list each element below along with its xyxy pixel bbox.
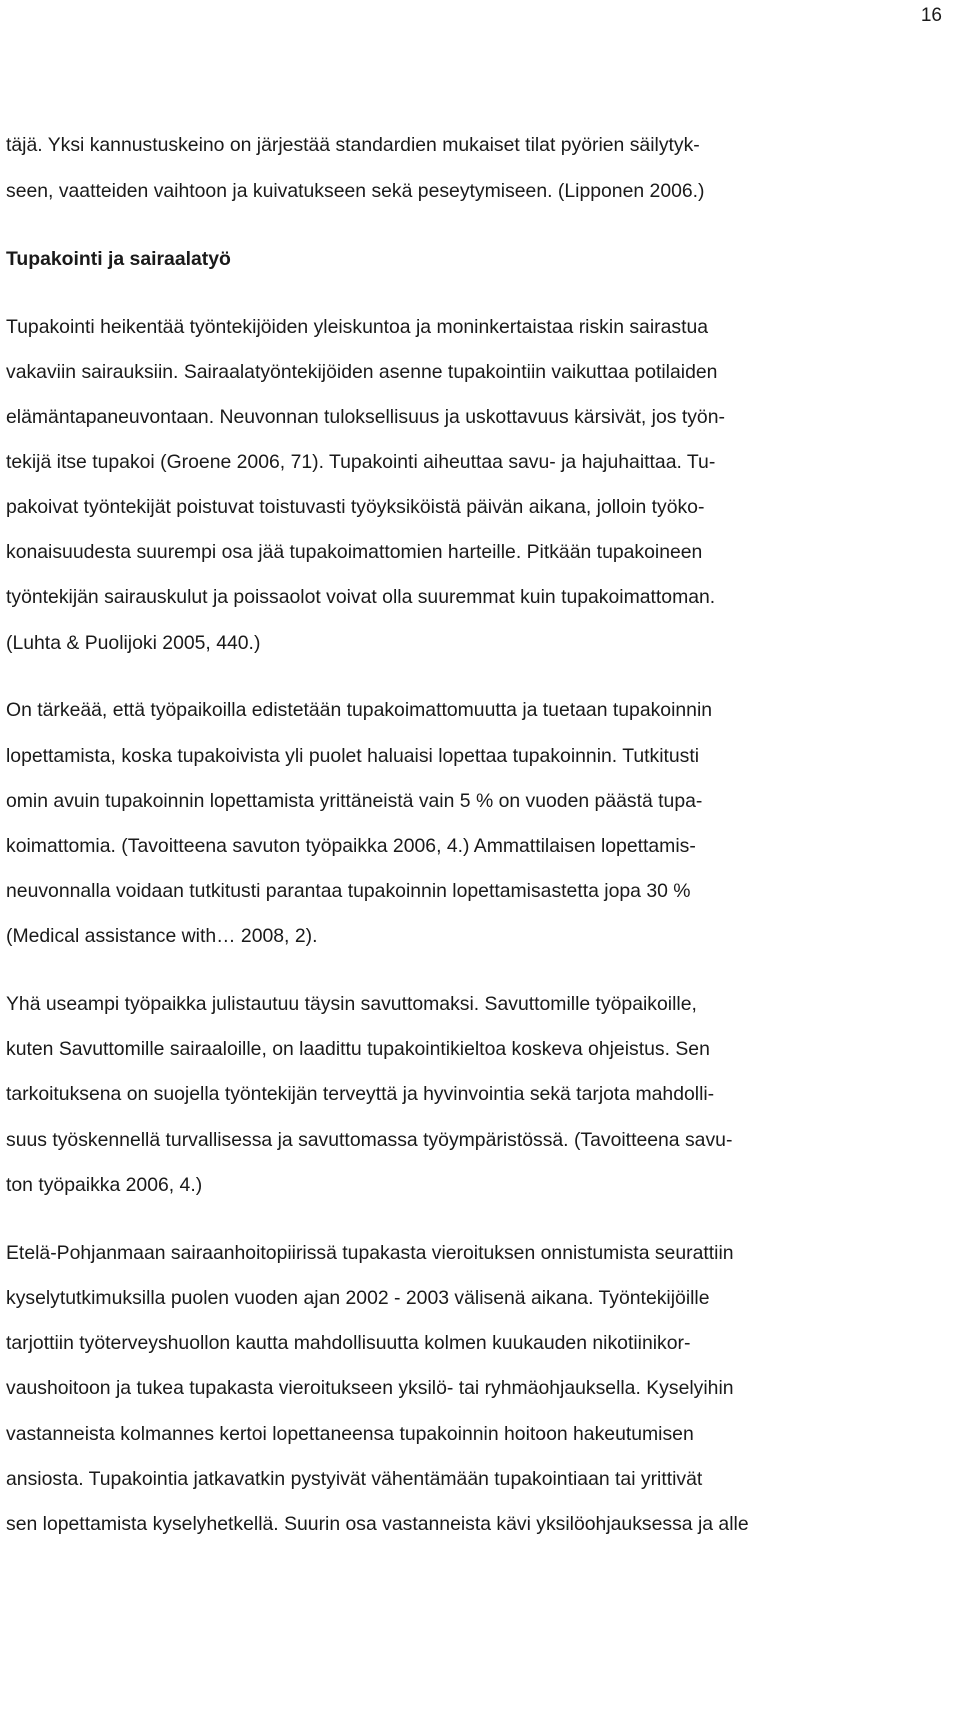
text-line: tarkoituksena on suojella työntekijän terveyttä ja hyvinvointia sekä tarjota mahdolli-: [6, 1083, 715, 1105]
text-line: tarjottiin työterveyshuollon kautta mahdollisuutta kolmen kuukauden nikotiinikor-: [6, 1332, 691, 1354]
text-line: sen lopettamista kyselyhetkellä. Suurin osa vastanneista kävi yksilöohjauksessa ja alle: [6, 1513, 749, 1535]
text-line: työntekijän sairauskulut ja poissaolot voivat olla suuremmat kuin tupakoimattoman.: [6, 586, 716, 608]
text-line: elämäntapaneuvontaan. Neuvonnan tuloksellisuus ja uskottavuus kärsivät, jos työn-: [6, 406, 725, 428]
text-line: omin avuin tupakoinnin lopettamista yrittäneistä vain 5 % on vuoden päästä tupa-: [6, 790, 703, 812]
section-heading: Tupakointi ja sairaalatyö: [6, 248, 231, 270]
text-line: Etelä-Pohjanmaan sairaanhoitopiirissä tupakasta vieroituksen onnistumista seurattiin: [6, 1242, 734, 1264]
text-line: täjä. Yksi kannustuskeino on järjestää standardien mukaiset tilat pyörien säilytyk-: [6, 134, 700, 156]
text-line: neuvonnalla voidaan tutkitusti parantaa tupakoinnin lopettamisastetta jopa 30 %: [6, 880, 691, 902]
text-line: Yhä useampi työpaikka julistautuu täysin savuttomaksi. Savuttomille työpaikoille,: [6, 993, 697, 1015]
text-line: (Medical assistance with… 2008, 2).: [6, 925, 318, 947]
text-line: vastanneista kolmannes kertoi lopettaneensa tupakoinnin hoitoon hakeutumisen: [6, 1423, 694, 1445]
text-line: (Luhta & Puolijoki 2005, 440.): [6, 632, 261, 654]
text-line: seen, vaatteiden vaihtoon ja kuivatukseen sekä peseytymiseen. (Lipponen 2006.): [6, 180, 705, 202]
text-line: lopettamista, koska tupakoivista yli puolet haluaisi lopettaa tupakoinnin. Tutkitusti: [6, 745, 700, 767]
text-line: koimattomia. (Tavoitteena savuton työpaikka 2006, 4.) Ammattilaisen lopettamis-: [6, 835, 696, 857]
text-line: On tärkeää, että työpaikoilla edistetään tupakoimattomuutta ja tuetaan tupakoinnin: [6, 699, 713, 721]
text-line: vakaviin sairauksiin. Sairaalatyöntekijöiden asenne tupakointiin vaikuttaa potilaiden: [6, 361, 718, 383]
text-line: vaushoitoon ja tukea tupakasta vieroitukseen yksilö- tai ryhmäohjauksella. Kyselyihin: [6, 1377, 734, 1399]
text-line: suus työskennellä turvallisessa ja savuttomassa työympäristössä. (Tavoitteena savu-: [6, 1129, 733, 1151]
page-number: 16: [920, 5, 942, 26]
text-line: ansiosta. Tupakointia jatkavatkin pystyivät vähentämään tupakointiaan tai yrittivät: [6, 1468, 703, 1490]
text-line: kuten Savuttomille sairaaloille, on laadittu tupakointikieltoa koskeva ohjeistus. Sen: [6, 1038, 710, 1060]
text-line: pakoivat työntekijät poistuvat toistuvasti työyksiköistä päivän aikana, jolloin työko-: [6, 496, 705, 518]
text-line: kyselytutkimuksilla puolen vuoden ajan 2002 - 2003 välisenä aikana. Työntekijöille: [6, 1287, 710, 1309]
text-line: Tupakointi heikentää työntekijöiden yleiskuntoa ja moninkertaistaa riskin sairastua: [6, 316, 709, 338]
text-line: konaisuudesta suurempi osa jää tupakoimattomien harteille. Pitkään tupakoineen: [6, 541, 703, 563]
text-line: ton työpaikka 2006, 4.): [6, 1174, 203, 1196]
text-line: tekijä itse tupakoi (Groene 2006, 71). Tupakointi aiheuttaa savu- ja hajuhaittaa. Tu-: [6, 451, 716, 473]
